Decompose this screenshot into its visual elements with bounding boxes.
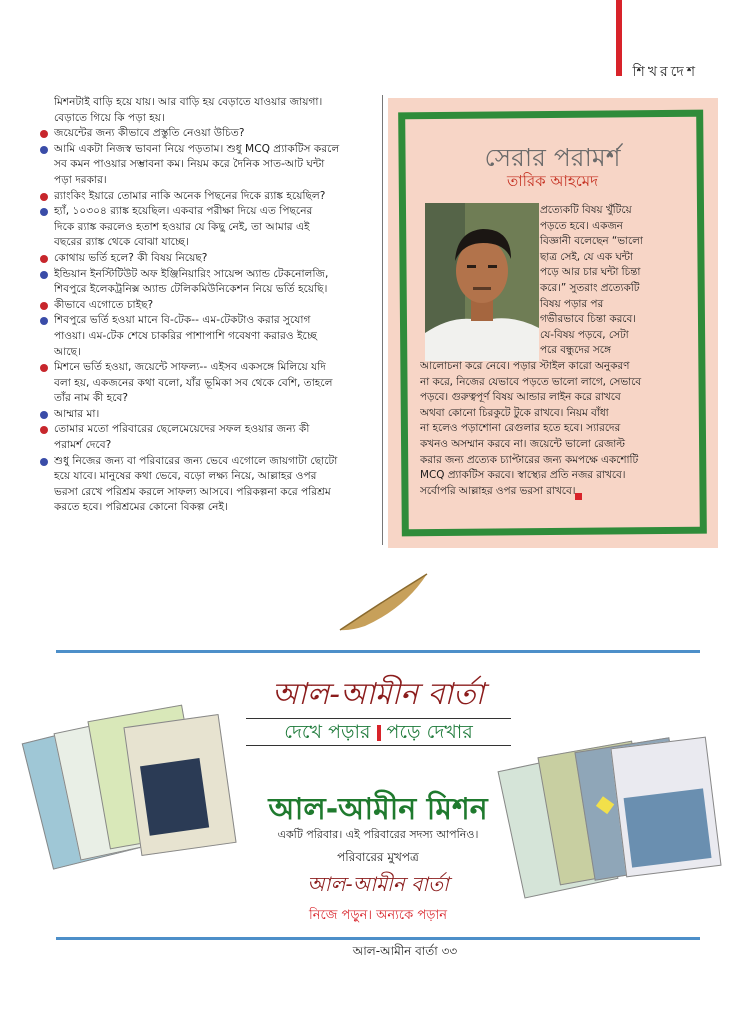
advice-line: না হলেও পড়াশোনা রেগুলার হতে হবে। স্যারদের	[420, 422, 621, 435]
page-footer: আল-আমীন বার্তা ৩৩	[352, 944, 458, 958]
answer	[40, 407, 375, 423]
question	[40, 251, 375, 267]
text-line: আমি একটা নিজস্ব ভাবনা নিয়ে পড়তাম। শুধু MCQ প্র্যাকটিস করলে	[54, 142, 340, 155]
footer-rule	[56, 937, 700, 940]
magazine-stack-left	[28, 700, 238, 920]
answer	[40, 313, 375, 360]
advice-line: প্রত্যেকটি বিষয় খুঁটিয়ে	[540, 204, 632, 216]
text-line: শিবপুরে ভর্তি হওয়া মানে বি-টেক-- এম-টেকটাও করার সুযোগ	[54, 314, 311, 327]
slogan-left: দেখে পড়ার	[284, 721, 371, 743]
text-line: জয়েন্টের জন্য কীভাবে প্রস্তুতি নেওয়া উচিত?	[54, 127, 245, 140]
question-bullet	[40, 364, 48, 372]
magazine-cover	[610, 737, 721, 878]
text-line: সব কমন পাওয়ার সম্ভাবনা কম। নিয়ম করে দৈনিক সাত-আট ঘন্টা	[54, 158, 325, 171]
text-line: পরামর্শ দেবে?	[54, 439, 112, 452]
question	[40, 189, 375, 205]
leaf-ornament	[335, 568, 435, 638]
text-line: তাঁর নাম কী হবে?	[54, 392, 129, 405]
organ-label: পরিবারের মুখপত্র	[337, 850, 419, 864]
text-paragraph	[40, 95, 375, 126]
advice-line: করে।” সুতরাং প্রত্যেকটি	[540, 281, 640, 294]
answer	[40, 142, 375, 189]
question	[40, 360, 375, 407]
answer-bullet	[40, 458, 48, 466]
answer	[40, 204, 375, 251]
text-line: র‍্যাংকিং ইয়ারে তোমার নাকি অনেক পিছনের দিকে র‍্যাঙ্ক হয়েছিল?	[54, 189, 326, 202]
advice-heading: সেরার পরামর্শ	[484, 143, 621, 172]
section-title: শিখরদেশ	[632, 64, 698, 80]
advice-line: পড়ে আর চার ঘন্টা চিন্তা	[540, 266, 641, 279]
question-bullet	[40, 302, 48, 310]
advice-line: MCQ প্র্যাকটিস করবে। স্বাস্থ্যের প্রতি নজর রাখবে।	[420, 469, 626, 482]
advice-line: পরে বন্ধুদের সঙ্গে	[540, 344, 611, 357]
magazine-logo-small: আল-আমীন বার্তা	[307, 872, 449, 896]
text-line: আছে।	[54, 345, 81, 358]
slogan-right: পড়ে দেখার	[386, 721, 473, 743]
column-divider	[382, 95, 383, 545]
mission-tagline: একটি পরিবার। এই পরিবারের সদস্য আপনিও।	[277, 828, 479, 841]
text-line: করতে হবে। পরিশ্রমের কোনো বিকল্প নেই।	[54, 501, 228, 514]
end-mark	[575, 493, 582, 500]
advice-line: পড়বে। গুরুত্বপূর্ণ বিষয় আন্ডার লাইন করে রাখবে	[420, 391, 621, 404]
answer-bullet	[40, 317, 48, 325]
text-line: আম্মার মা।	[54, 407, 100, 420]
question-bullet	[40, 193, 48, 201]
advice-line: পড়তে হবে। একজন	[540, 219, 623, 232]
advice-author: তারিক আহমেদ	[506, 172, 599, 190]
ad-slogan	[246, 718, 511, 746]
text-line: বছরের র‍্যাঙ্ক থেকে বোঝা যাচ্ছে।	[54, 236, 189, 249]
text-line: ইন্ডিয়ান ইনস্টিটিউট অফ ইঞ্জিনিয়ারিং সায়েন্স অ্যান্ড টেকনোলজি,	[54, 267, 329, 280]
text-line: কীভাবে এগোতে চাইছ?	[54, 298, 154, 311]
advice-line: ছাত্র সেই, যে এক ঘন্টা	[540, 250, 633, 263]
read-slogan: নিজে পড়ুন। অন্যকে পড়ান	[309, 908, 447, 923]
answer-bullet	[40, 271, 48, 279]
interview-column	[40, 95, 375, 516]
question	[40, 126, 375, 142]
advice-line: না করে, নিজের যেভাবে পড়তে ভালো লাগে, সেভাবে	[420, 375, 642, 388]
advice-line: অথবা কোনো চিরকুটে টুকে রাখবে। নিয়ম বাঁধা	[420, 406, 609, 419]
text-line: মিশনে ভর্তি হওয়া, জয়েন্টে সাফল্য-- এইসব একসঙ্গে মিলিয়ে যদি	[54, 361, 326, 374]
advice-line: যে-বিষয় পড়বে, সেটা	[540, 328, 629, 341]
answer	[40, 267, 375, 298]
text-line: মিশনটাই বাড়ি হয়ে যায়। আর বাড়ি হয় বেড়াতে যাওয়ার জায়গা।	[54, 96, 323, 108]
magazine-stack-right	[510, 730, 730, 930]
magazine-logo: আল-আমীন বার্তা	[271, 677, 485, 712]
mission-title: আল-আমীন মিশন	[268, 792, 488, 827]
text-line: শুধু নিজের জন্য বা পরিবারের জন্য ভেবে এগোলে জায়গাটা ছোটো	[54, 454, 338, 467]
question-bullet	[40, 255, 48, 263]
question	[40, 422, 375, 453]
magazine-cover	[123, 714, 236, 856]
text-line: তোমার মতো পরিবারের ছেলেমেয়েদের সফল হওয়ার জন্য কী	[54, 423, 310, 436]
advice-line: গভীরভাবে চিন্তা করবে।	[540, 313, 636, 326]
question-bullet	[40, 426, 48, 434]
ad-top-rule	[56, 650, 700, 653]
text-line: বেড়াতে গিয়ে কি পড়া হয়।	[54, 111, 165, 124]
advice-text	[420, 203, 692, 505]
answer-bullet	[40, 208, 48, 216]
slogan-separator	[377, 725, 381, 741]
text-line: দিকে র‍্যাঙ্ক করলেও হতাশ হওয়ার যে কিছু নেই, তা আমার এই	[54, 220, 310, 233]
advice-line: করার জন্য প্রত্যেক চ্যাপ্টারের জন্য কমপক্ষে একশোটি	[420, 453, 639, 466]
text-line: হয়ে যাবে। মানুষের কথা ভেবে, বড়ো লক্ষ্য নিয়ে, আল্লাহর ওপর	[54, 470, 317, 483]
text-line: শিবপুরে ইলেকট্রনিক্স অ্যান্ড টেলিকমিউনিকেশন নিয়ে ভর্তি হয়েছি।	[54, 283, 328, 296]
text-line: পাওয়া। এম-টেক শেষে চাকরির পাশাপাশি গবেষণা করারও ইচ্ছে	[54, 329, 317, 342]
advice-line: সর্বোপরি আল্লাহর ওপর ভরসা রাখবে।	[420, 484, 576, 497]
advice-line: আলোচনা করে নেবে। পড়ার স্টাইল কারো অনুকরণ	[420, 359, 630, 372]
text-line: পড়া দরকার।	[54, 173, 107, 186]
text-line: ভরসা রেখে পরিশ্রম করলে সাফল্য আসবে। পরিকল্পনা করে পরিশ্রম	[54, 485, 331, 498]
question	[40, 298, 375, 314]
answer	[40, 454, 375, 516]
text-line: কোথায় ভর্তি হলে? কী বিষয় নিয়েছ?	[54, 251, 208, 264]
text-line: বলা হয়, একজনের কথা বলো, যাঁর ভূমিকা সব থেকে বেশি, তাহলে	[54, 376, 333, 389]
text-line: হ্যাঁ, ১০৩০৪ র‍্যাঙ্ক হয়েছিল। একবার পরীক্ষা দিয়ে এত পিছনের	[54, 205, 313, 218]
header-accent-bar	[616, 0, 622, 76]
answer-bullet	[40, 146, 48, 154]
advice-line: কখনও অসম্মান করবে না। জয়েন্টে ভালো রেজাল্ট	[420, 437, 625, 450]
answer-bullet	[40, 411, 48, 419]
advice-line: বিজ্ঞানী বলেছেন “ভালো	[540, 235, 643, 248]
question-bullet	[40, 130, 48, 138]
advice-line: বিষয় পড়ার পর	[540, 297, 604, 310]
